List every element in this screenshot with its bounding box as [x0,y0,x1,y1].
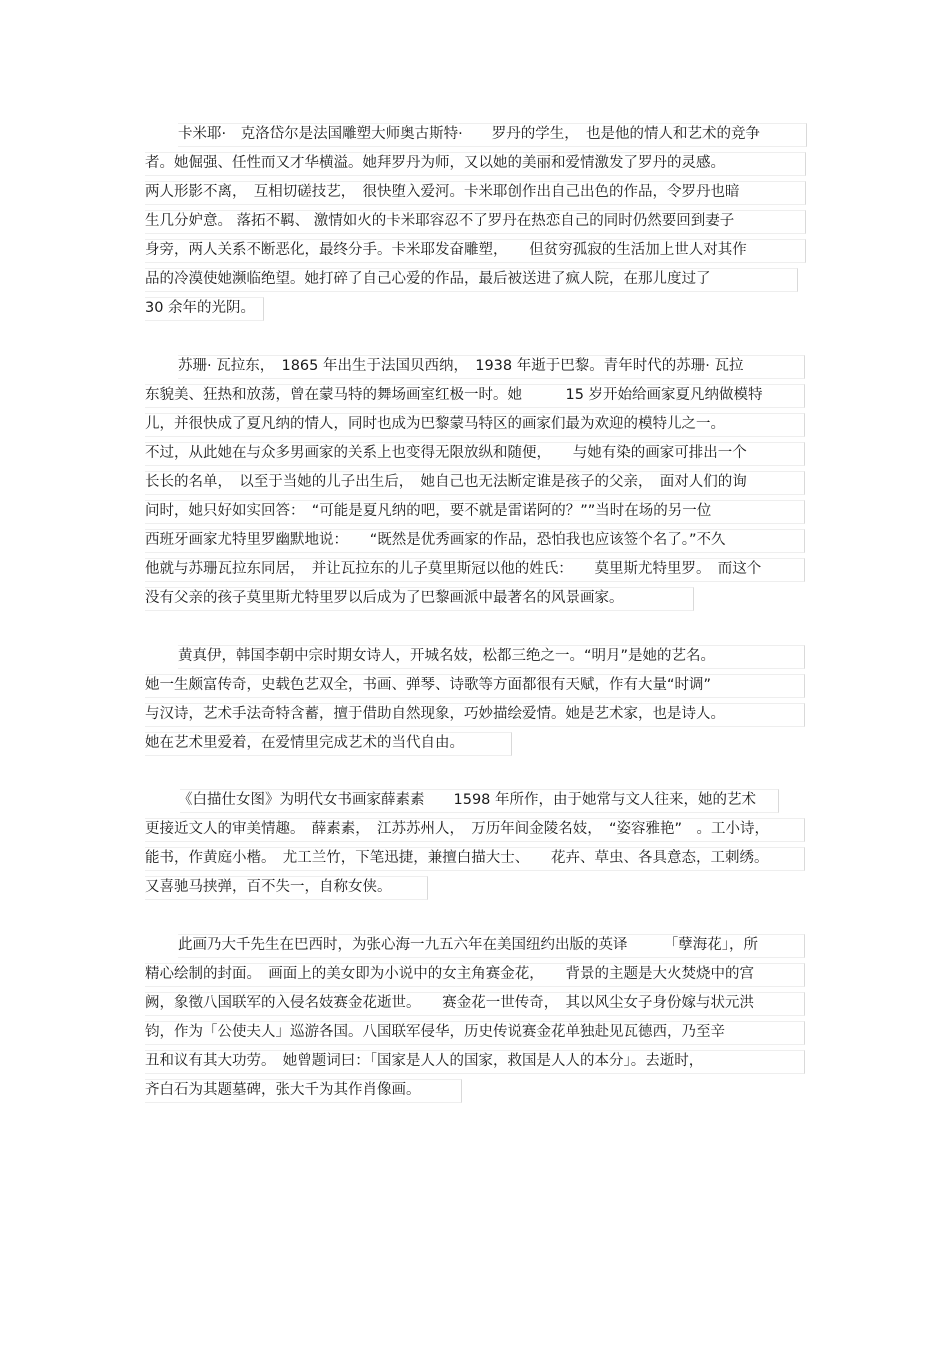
paragraph-line: 她在艺术里爱着，在爱情里完成艺术的当代自由。 [145,735,464,751]
paragraph-line: 更接近文人的审美情趣。 薛素素， 江苏苏州人， 万历年间金陵名妓， “姿容雅艳” 。工小诗， [145,821,770,837]
line-frame [145,384,805,408]
line-frame [178,355,805,379]
line-frame [145,818,805,842]
line-frame [145,239,806,263]
paragraph-line: 者。她倔强、任性而又才华横溢。她拜罗丹为师，又以她的美丽和爱情激发了罗丹的灵感。 [145,155,725,171]
line-frame [145,674,805,698]
line-frame [145,876,428,900]
line-frame [145,1050,805,1074]
paragraph-line: 他就与苏珊瓦拉东同居， 并让瓦拉东的儿子莫里斯冠以他的姓氏： 莫里斯尤特里罗。 而这个 [145,561,762,577]
paragraph-line: 不过，从此她在与众多男画家的关系上也变得无限放纵和随便， 与她有染的画家可排出一个 [145,445,747,461]
paragraph-line: 齐白石为其题墓碑，张大千为其作肖像画。 [145,1082,421,1098]
line-frame [145,152,806,176]
paragraph-line: 长长的名单， 以至于当她的儿子出生后， 她自己也无法断定谁是孩子的父亲， 面对人们的询 [145,474,747,490]
paragraph-line: 精心绘制的封面。 画面上的美女即为小说中的女主角赛金花， 背景的主题是大火焚烧中的宫 [145,966,754,982]
line-frame [145,442,805,466]
line-frame [145,413,805,437]
line-frame [180,789,779,813]
paragraph-line: 身旁，两人关系不断恶化，最终分手。卡米耶发奋雕塑， 但贫穷孤寂的生活加上世人对其作 [145,242,747,258]
paragraph-line: 品的冷漠使她濒临绝望。她打碎了自己心爱的作品，最后被送进了疯人院，在那儿度过了 [145,271,711,287]
line-frame [145,992,805,1016]
line-frame [145,181,806,205]
paragraph-line: 此画乃大千先生在巴西时，为张心海一九五六年在美国纽约出版的英译 「孽海花」，所 [178,937,758,953]
line-frame [145,1021,805,1045]
paragraph-line: 问时，她只好如实回答： “可能是夏凡纳的吧，要不就是雷诺阿的？””当时在场的另一位 [145,503,712,519]
paragraph-line: 30 余年的光阴。 [145,300,256,316]
line-frame [145,703,805,727]
paragraph-line: 她一生颇富传奇，史载色艺双全，书画、弹琴、诗歌等方面都很有天赋，作有大量“时调” [145,677,712,693]
paragraph-line: 《白描仕女图》为明代女书画家薛素素 1598 年所作，由于她常与文人往来，她的艺术 [178,792,757,808]
line-frame [145,297,264,321]
line-frame [145,471,805,495]
paragraph-line: 没有父亲的孩子莫里斯尤特里罗以后成为了巴黎画派中最著名的风景画家。 [145,590,624,606]
line-frame [178,123,807,147]
paragraph-line: 卡米耶· 克洛岱尔是法国雕塑大师奥古斯特· 罗丹的学生， 也是他的情人和艺术的竞争 [178,126,760,142]
line-frame [145,963,805,987]
line-frame [145,500,805,524]
line-frame [145,529,805,553]
paragraph-line: 生几分妒意。 落拓不羁、 激情如火的卡米耶容忍不了罗丹在热恋自己的同时仍然要回到妻子 [145,213,735,229]
paragraph-line: 丑和议有其大功劳。 她曾题词曰：「国家是人人的国家，救国是人人的本分」。去逝时， [145,1053,704,1069]
paragraph-line: 钧，作为「公使夫人」巡游各国。八国联军侵华，历史传说赛金花单独赴见瓦德西，乃至辛 [145,1024,725,1040]
paragraph-line: 西班牙画家尤特里罗幽默地说： “既然是优秀画家的作品，恐怕我也应该签个名了。”不久 [145,532,726,548]
line-frame [178,645,805,669]
paragraph-line: 东貌美、狂热和放荡，曾在蒙马特的舞场画室红极一时。她 15 岁开始给画家夏凡纳做模特 [145,387,763,403]
paragraph-line: 黄真伊，韩国李朝中宗时期女诗人，开城名妓，松都三绝之一。“明月”是她的艺名。 [178,648,716,664]
paragraph-line: 能书，作黄庭小楷。 尤工兰竹，下笔迅捷，兼擅白描大士、 花卉、草虫、各具意态，工刺绣。 [145,850,769,866]
paragraph-line: 又喜驰马挟弹，百不失一，自称女侠。 [145,879,392,895]
line-frame [145,1079,462,1103]
line-frame [145,558,805,582]
paragraph-line: 儿，并很快成了夏凡纳的情人，同时也成为巴黎蒙马特区的画家们最为欢迎的模特儿之一。 [145,416,725,432]
paragraph-line: 两人形影不离， 互相切磋技艺， 很快堕入爱河。卡米耶创作出自己出色的作品，令罗丹也暗 [145,184,740,200]
line-frame [145,587,694,611]
paragraph-line: 阙，象徵八国联军的入侵名妓赛金花逝世。 赛金花一世传奇， 其以风尘女子身份嫁与状元洪 [145,995,754,1011]
paragraph-line: 苏珊· 瓦拉东， 1865 年出生于法国贝西纳， 1938 年逝于巴黎。青年时代的苏珊· 瓦拉 [178,358,744,374]
line-frame [178,934,805,958]
line-frame [145,210,806,234]
line-frame [145,268,798,292]
paragraph-line: 与汉诗，艺术手法奇特含蓄，擅于借助自然现象，巧妙描绘爱情。她是艺术家，也是诗人。 [145,706,725,722]
line-frame [145,732,512,756]
line-frame [145,847,805,871]
